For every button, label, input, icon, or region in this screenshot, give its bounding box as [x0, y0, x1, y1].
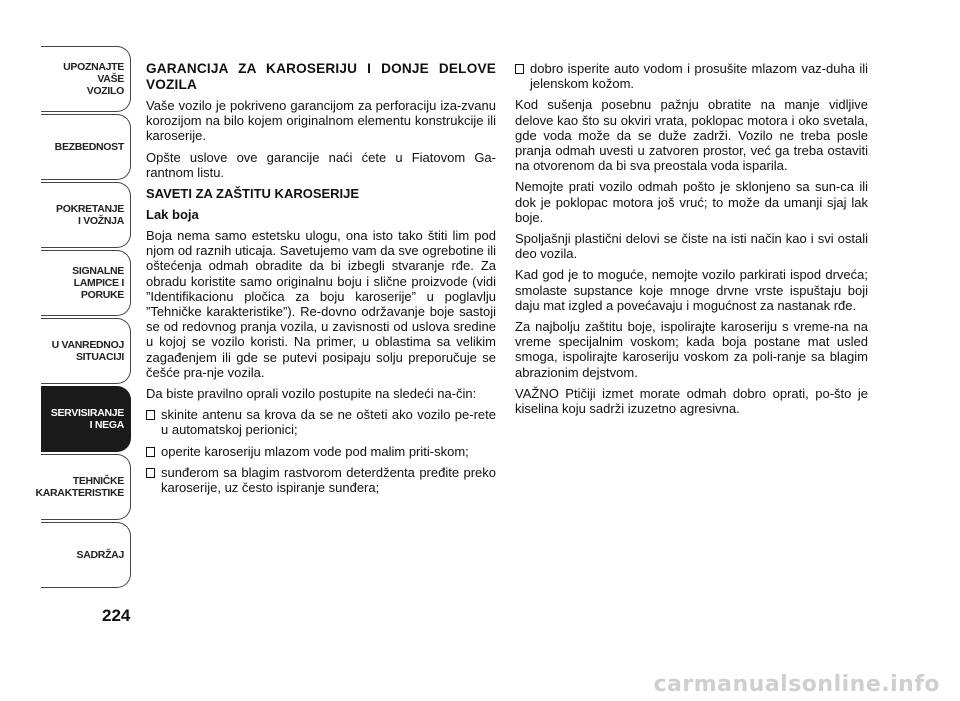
list-item-text: skinite antenu sa krova da se ne ošteti ako vozilo pe-rete u automatskoj perionici; [161, 407, 496, 438]
tab-sadrzaj[interactable] [41, 522, 131, 588]
paragraph: Kod sušenja posebnu pažnju obratite na manje vidljive delove kao što su okviri vrata, poklopac motora i oko svetala, gde voda može da se duže zadrži. Vozilo ne treba posle pranja odmah uvesti u zatvoren prostor, već ga treba ostaviti na otvorenom da bi sva preostala voda isparila. [515, 97, 868, 174]
tab-signalne-lampice[interactable] [41, 250, 131, 316]
tab-label: BEZBEDNOST [54, 141, 124, 153]
tab-pokretanje-i-voznja[interactable] [41, 182, 131, 248]
tab-label: TEHNIČKE KARAKTERISTIKE [35, 475, 124, 499]
page-number: 224 [102, 606, 131, 625]
list-item [146, 465, 496, 495]
list-item-text: operite karoseriju mlazom vode pod malim priti-skom; [161, 443, 469, 459]
list-item [146, 444, 496, 459]
list-item-text: dobro isperite auto vodom i prosušite mlazom vaz-duha ili jelenskom kožom. [530, 61, 868, 92]
checkbox-bullet-icon [146, 468, 155, 478]
paragraph: Opšte uslove ove garancije naći ćete u Fiatovom Ga-rantnom listu. [146, 149, 496, 180]
paragraph: Nemojte prati vozilo odmah pošto je sklonjeno sa sun-ca ili dok je poklopac motora još vruć; to može da umanji sjaj lak boje. [515, 179, 868, 225]
chapter-sidebar [35, 46, 131, 590]
subsection-title: Lak boja [146, 207, 199, 223]
tab-u-vanrednoj-situaciji[interactable] [41, 318, 131, 384]
tab-label: UPOZNAJTE VAŠE VOZILO [63, 61, 124, 97]
tab-label: POKRETANJE I VOŽNJA [56, 203, 124, 227]
tab-label: SADRŽAJ [76, 549, 124, 561]
paragraph: Kad god je to moguće, nemojte vozilo parkirati ispod drveća; smolaste supstance koje mnoge drvne vrste ispuštaju boji daju mat izgled a povećavaju i mogućnost za nastanak rđe. [515, 267, 868, 313]
paragraph: Spoljašnji plastični delovi se čiste na isti način kao i svi ostali deo vozila. [515, 231, 868, 262]
section-title: SAVETI ZA ZAŠTITU KAROSERIJE [146, 186, 360, 202]
checkbox-bullet-icon [515, 64, 524, 74]
list-item [515, 61, 868, 91]
checkbox-bullet-icon [146, 447, 155, 457]
left-column [146, 61, 496, 501]
paragraph: VAŽNO Ptičiji izmet morate odmah dobro oprati, po-što je kiselina koju sadrži izuzetno agresivna. [515, 385, 868, 417]
tab-label: SERVISIRANJE I NEGA [50, 407, 124, 431]
paragraph: Boja nema samo estetsku ulogu, ona isto tako štiti lim pod njom od raznih uticaja. Savetujemo vam da sve ogrebotine ili oštećenja odmah obradite da bi izbegli stvaranje rđe. Za obradu koristite samo originalnu boju i slične proizvode (vidi ”Identifikacionu pločica za boju karoserije” u poglavlju ”Tehničke karakteristike”). Re-dovno održavanje boje sastoji se od redovnog pranja vozila, u zavisnosti od uslova sredine u kojoj se vozilo koristi. Na primer, u oblastima sa velikim zagađenjem ili gde se putevi posipaju solju preporučuje se češće pra-nje vozila. [146, 228, 496, 380]
tab-servisiranje-i-nega[interactable] [41, 386, 131, 452]
list-item-text: sunđerom sa blagim rastvorom deterdženta pređite preko karoserije, uz često ispiranje sunđera; [161, 464, 496, 496]
paragraph: Za najbolju zaštitu boje, ispolirajte karoseriju s vreme-na na vreme specijalnim voskom; kada boja postane mat usled smoga, ispolirajte karoseriju voskom za poli-ranje sa blagim abrazionim dejstvom. [515, 319, 868, 380]
tab-bezbednost[interactable] [41, 114, 131, 180]
paragraph: Vaše vozilo je pokriveno garancijom za perforaciju iza-zvanu korozijom na bilo kojem originalnom elementu konstrukcije ili karoserije. [146, 98, 496, 144]
paragraph: Da biste pravilno oprali vozilo postupite na sledeći na-čin: [146, 386, 477, 402]
tab-tehnicke-karakteristike[interactable] [35, 454, 131, 520]
checkbox-bullet-icon [146, 410, 155, 420]
list-item [146, 407, 496, 437]
tab-label: U VANREDNOJ SITUACIJI [51, 339, 124, 363]
right-column [515, 61, 868, 422]
warranty-heading: GARANCIJA ZA KAROSERIJU I DONJE DELOVE VOZILA [146, 61, 496, 92]
tab-label: SIGNALNE LAMPICE I PORUKE [72, 265, 124, 301]
watermark: carmanualsonline.info [653, 672, 940, 697]
tab-upoznajte-vase-vozilo[interactable] [41, 46, 131, 112]
